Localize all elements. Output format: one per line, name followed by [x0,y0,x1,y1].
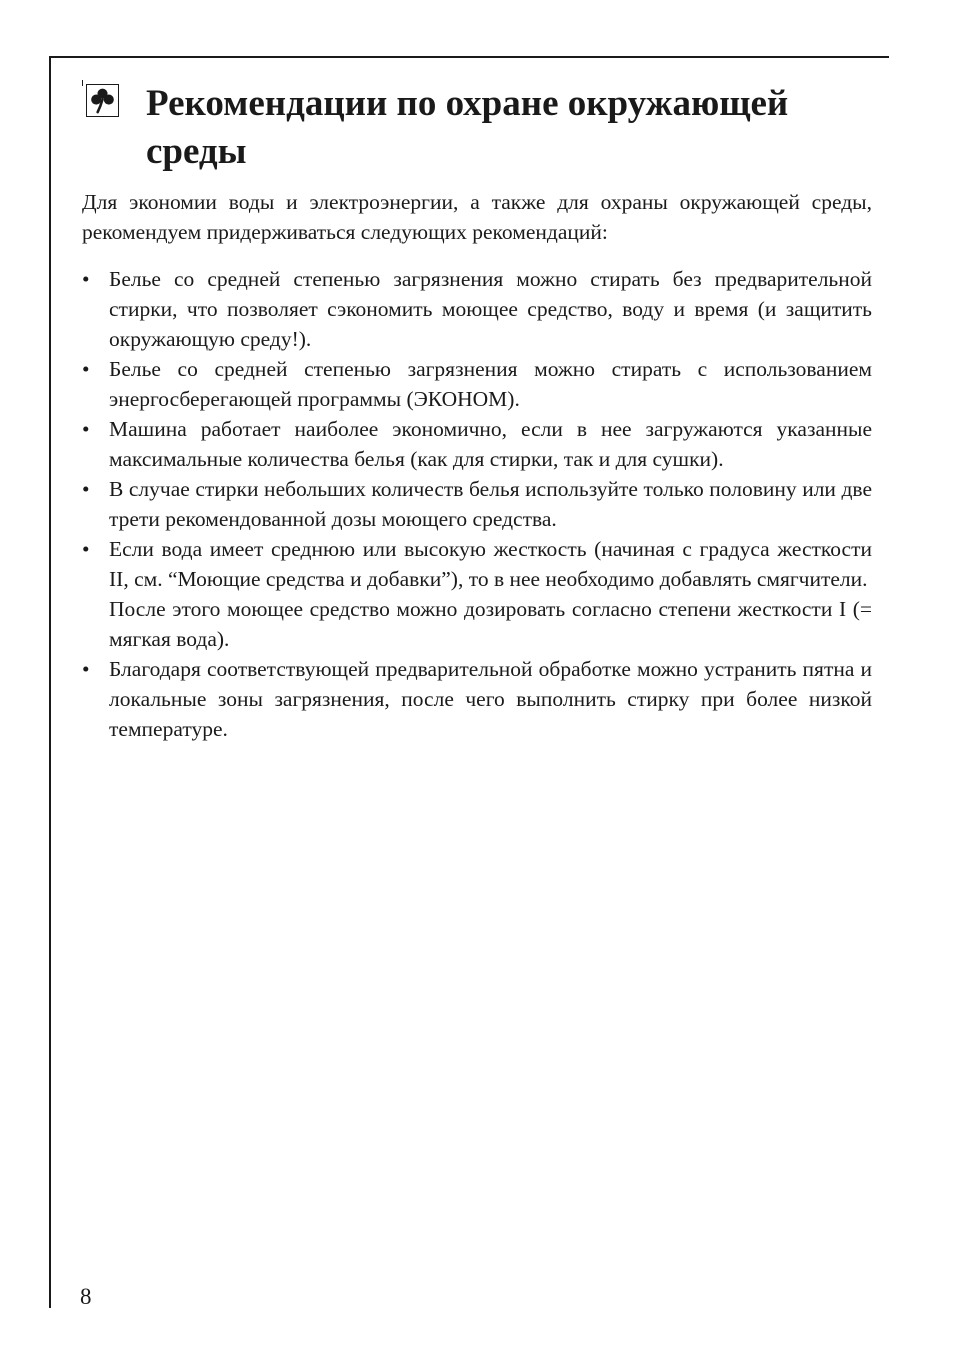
list-item [82,354,872,414]
list-item-text: Белье со средней степенью загрязнения можно стирать с использованием энергосберегающей программы (ЭКОНОМ). [109,357,872,411]
list-item [82,474,872,534]
list-item-text: Благодаря соответствующей предварительной обработке можно устранить пятна и локальные зоны загрязнения, после чего выполнить стирку при более низкой температуре. [109,657,872,741]
list-item-text: Белье со средней степенью загрязнения можно стирать без предварительной стирки, что позволяет сэкономить моющее средство, воду и время (и защитить окружающую среду!). [109,267,872,351]
list-item-text: Машина работает наиболее экономично, если в нее загружаются указанные максимальные количества белья (как для стирки, так и для сушки). [109,417,872,471]
frame-left-rule [49,56,51,1308]
list-item-note: После этого моющее средство можно дозировать согласно степени жесткости I (= мягкая вода). [109,597,872,651]
clover-icon [86,84,119,117]
list-item [82,654,872,744]
intro-paragraph: Для экономии воды и электроэнергии, а также для охраны окружающей среды, рекомендуем придерживаться следующих рекомендаций: [82,190,872,244]
tips-list [82,264,872,744]
page-number: 8 [80,1284,92,1309]
frame-top-rule [49,56,889,58]
list-item-text: В случае стирки небольших количеств белья используйте только половину или две трети рекомендованной дозы моющего средства. [109,477,872,531]
page-title: Рекомендации по охране окружающей среды [146,83,789,172]
list-item-text: Если вода имеет среднюю или высокую жесткость (начиная с градуса жесткости II, см. “Моющие средства и добавки”), то в нее необходимо добавлять смягчители. [109,537,872,591]
list-item [82,414,872,474]
list-item [82,534,872,654]
crop-mark [82,80,83,86]
list-item [82,264,872,354]
main-content [82,187,872,744]
